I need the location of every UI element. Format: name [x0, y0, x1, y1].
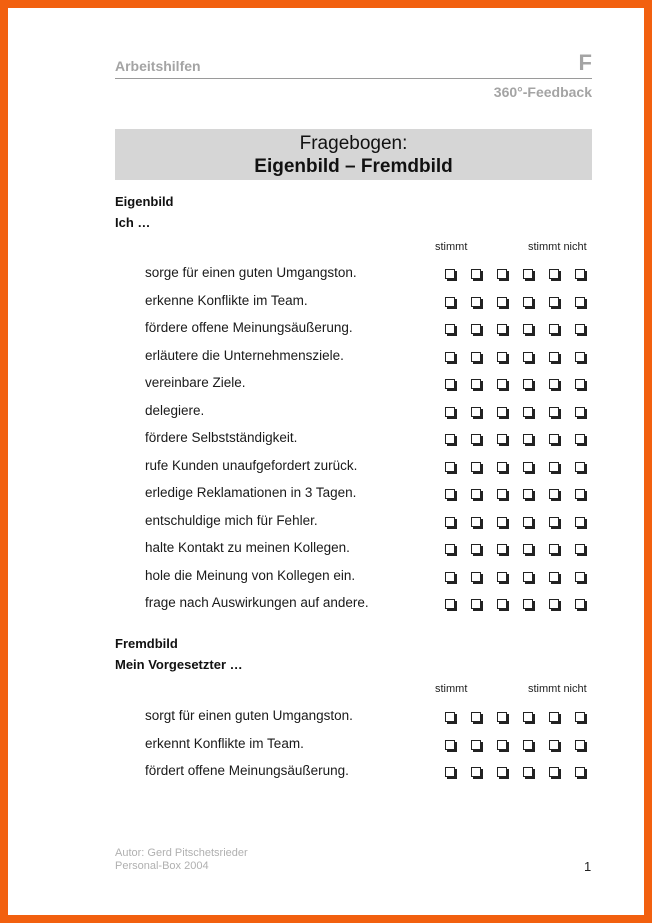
other-section-lead: Mein Vorgesetzter … — [115, 657, 243, 672]
self-section-lead: Ich … — [115, 215, 151, 230]
rating-checkbox-2[interactable] — [471, 517, 481, 527]
question-row — [145, 403, 592, 423]
rating-checkbox-3[interactable] — [497, 544, 507, 554]
rating-checkbox-6[interactable] — [575, 407, 585, 417]
question-row — [145, 736, 592, 756]
title-line-2: Eigenbild – Fremdbild — [254, 156, 453, 177]
rating-checkbox-1[interactable] — [445, 297, 455, 307]
rating-checkbox-3[interactable] — [497, 462, 507, 472]
rating-checkbox-6[interactable] — [575, 740, 585, 750]
rating-checkbox-6[interactable] — [575, 517, 585, 527]
question-text: entschuldige mich für Fehler. — [145, 512, 318, 528]
rating-checkbox-2[interactable] — [471, 434, 481, 444]
rating-checkbox-5[interactable] — [549, 517, 559, 527]
rating-checkbox-2[interactable] — [471, 324, 481, 334]
header-subtitle: 360°-Feedback — [493, 84, 592, 100]
rating-checkbox-4[interactable] — [523, 407, 533, 417]
rating-checkbox-1[interactable] — [445, 462, 455, 472]
rating-checkbox-6[interactable] — [575, 599, 585, 609]
title-box — [115, 129, 592, 180]
rating-checkbox-6[interactable] — [575, 379, 585, 389]
rating-checkbox-1[interactable] — [445, 712, 455, 722]
rating-checkbox-5[interactable] — [549, 324, 559, 334]
question-row — [145, 540, 592, 560]
rating-checkbox-2[interactable] — [471, 740, 481, 750]
rating-checkbox-1[interactable] — [445, 407, 455, 417]
rating-checkbox-3[interactable] — [497, 297, 507, 307]
question-text: erledige Reklamationen in 3 Tagen. — [145, 485, 357, 500]
rating-checkbox-5[interactable] — [549, 379, 559, 389]
rating-checkbox-6[interactable] — [575, 434, 585, 444]
other-scale-left-label: stimmt — [435, 683, 468, 695]
rating-checkbox-3[interactable] — [497, 269, 507, 279]
question-row — [145, 708, 592, 728]
self-section-heading: Eigenbild — [115, 194, 174, 209]
rating-checkbox-1[interactable] — [445, 269, 455, 279]
rating-checkbox-6[interactable] — [575, 352, 585, 362]
footer-credits — [115, 847, 248, 873]
rating-checkbox-5[interactable] — [549, 297, 559, 307]
rating-checkbox-3[interactable] — [497, 712, 507, 722]
question-row — [145, 763, 592, 783]
rating-checkbox-3[interactable] — [497, 767, 507, 777]
self-scale-right-label: stimmt nicht — [528, 241, 587, 253]
rating-checkbox-4[interactable] — [523, 269, 533, 279]
self-scale-left-label: stimmt — [435, 241, 468, 253]
question-row — [145, 485, 592, 505]
header-divider — [115, 78, 592, 79]
rating-checkbox-5[interactable] — [549, 544, 559, 554]
question-text: fördert offene Meinungsäußerung. — [145, 763, 349, 778]
rating-checkbox-3[interactable] — [497, 407, 507, 417]
rating-checkbox-4[interactable] — [523, 740, 533, 750]
rating-checkbox-6[interactable] — [575, 489, 585, 499]
rating-checkbox-2[interactable] — [471, 544, 481, 554]
question-text: delegiere. — [145, 402, 205, 418]
rating-checkbox-4[interactable] — [523, 544, 533, 554]
rating-checkbox-2[interactable] — [471, 269, 481, 279]
header-section-title: Arbeitshilfen — [115, 58, 201, 74]
rating-checkbox-4[interactable] — [523, 379, 533, 389]
rating-checkbox-4[interactable] — [523, 712, 533, 722]
rating-checkbox-6[interactable] — [575, 767, 585, 777]
rating-checkbox-3[interactable] — [497, 517, 507, 527]
rating-checkbox-4[interactable] — [523, 767, 533, 777]
rating-checkbox-3[interactable] — [497, 324, 507, 334]
question-text: erläutere die Unternehmensziele. — [145, 347, 344, 363]
footer-author: Autor: Gerd Pitschetsrieder — [115, 847, 248, 859]
rating-checkbox-3[interactable] — [497, 434, 507, 444]
rating-checkbox-5[interactable] — [549, 572, 559, 582]
rating-checkbox-1[interactable] — [445, 599, 455, 609]
rating-checkbox-2[interactable] — [471, 712, 481, 722]
rating-checkbox-6[interactable] — [575, 712, 585, 722]
rating-checkbox-1[interactable] — [445, 517, 455, 527]
header-chapter-letter: F — [578, 50, 592, 75]
rating-checkbox-5[interactable] — [549, 767, 559, 777]
page-number: 1 — [584, 859, 592, 874]
title-line-1: Fragebogen: — [299, 133, 408, 154]
question-row — [145, 430, 592, 450]
rating-checkbox-1[interactable] — [445, 572, 455, 582]
rating-checkbox-4[interactable] — [523, 489, 533, 499]
rating-checkbox-1[interactable] — [445, 544, 455, 554]
rating-checkbox-5[interactable] — [549, 407, 559, 417]
rating-checkbox-3[interactable] — [497, 740, 507, 750]
question-text: hole die Meinung von Kollegen ein. — [145, 567, 356, 583]
rating-checkbox-6[interactable] — [575, 572, 585, 582]
rating-checkbox-6[interactable] — [575, 269, 585, 279]
rating-checkbox-4[interactable] — [523, 434, 533, 444]
rating-checkbox-6[interactable] — [575, 462, 585, 472]
question-row — [145, 265, 592, 285]
rating-checkbox-5[interactable] — [549, 489, 559, 499]
rating-checkbox-3[interactable] — [497, 379, 507, 389]
rating-checkbox-5[interactable] — [549, 462, 559, 472]
question-row — [145, 513, 592, 533]
question-text: fördere offene Meinungsäußerung. — [145, 320, 353, 335]
document-page — [8, 8, 644, 915]
rating-checkbox-2[interactable] — [471, 352, 481, 362]
question-text: halte Kontakt zu meinen Kollegen. — [145, 540, 350, 555]
rating-checkbox-4[interactable] — [523, 462, 533, 472]
rating-checkbox-4[interactable] — [523, 599, 533, 609]
rating-checkbox-6[interactable] — [575, 297, 585, 307]
rating-checkbox-1[interactable] — [445, 767, 455, 777]
rating-checkbox-2[interactable] — [471, 462, 481, 472]
question-text: sorgt für einen guten Umgangston. — [145, 708, 353, 723]
question-row — [145, 568, 592, 588]
rating-checkbox-5[interactable] — [549, 599, 559, 609]
question-row — [145, 348, 592, 368]
rating-checkbox-1[interactable] — [445, 740, 455, 750]
rating-checkbox-5[interactable] — [549, 434, 559, 444]
rating-checkbox-1[interactable] — [445, 379, 455, 389]
rating-checkbox-2[interactable] — [471, 767, 481, 777]
rating-checkbox-5[interactable] — [549, 712, 559, 722]
question-row — [145, 595, 592, 615]
rating-checkbox-1[interactable] — [445, 352, 455, 362]
rating-checkbox-1[interactable] — [445, 434, 455, 444]
rating-checkbox-2[interactable] — [471, 407, 481, 417]
rating-checkbox-2[interactable] — [471, 599, 481, 609]
rating-checkbox-4[interactable] — [523, 352, 533, 362]
other-section-heading: Fremdbild — [115, 636, 178, 651]
question-row — [145, 320, 592, 340]
question-text: sorge für einen guten Umgangston. — [145, 265, 357, 280]
rating-checkbox-2[interactable] — [471, 379, 481, 389]
rating-checkbox-4[interactable] — [523, 297, 533, 307]
footer-source: Personal-Box 2004 — [115, 860, 209, 872]
question-row — [145, 293, 592, 313]
question-text: rufe Kunden unaufgefordert zurück. — [145, 457, 358, 473]
rating-checkbox-5[interactable] — [549, 269, 559, 279]
question-text: frage nach Auswirkungen auf andere. — [145, 595, 369, 610]
question-text: erkenne Konflikte im Team. — [145, 292, 308, 308]
rating-checkbox-2[interactable] — [471, 297, 481, 307]
rating-checkbox-1[interactable] — [445, 324, 455, 334]
rating-checkbox-6[interactable] — [575, 544, 585, 554]
rating-checkbox-2[interactable] — [471, 572, 481, 582]
rating-checkbox-5[interactable] — [549, 352, 559, 362]
question-text: erkennt Konflikte im Team. — [145, 735, 304, 751]
question-text: fördere Selbstständigkeit. — [145, 430, 298, 445]
rating-checkbox-2[interactable] — [471, 489, 481, 499]
rating-checkbox-3[interactable] — [497, 572, 507, 582]
rating-checkbox-4[interactable] — [523, 572, 533, 582]
rating-checkbox-6[interactable] — [575, 324, 585, 334]
rating-checkbox-3[interactable] — [497, 352, 507, 362]
other-scale-right-label: stimmt nicht — [528, 683, 587, 695]
rating-checkbox-4[interactable] — [523, 517, 533, 527]
rating-checkbox-5[interactable] — [549, 740, 559, 750]
question-text: vereinbare Ziele. — [145, 375, 246, 390]
rating-checkbox-3[interactable] — [497, 599, 507, 609]
question-row — [145, 375, 592, 395]
rating-checkbox-4[interactable] — [523, 324, 533, 334]
rating-checkbox-1[interactable] — [445, 489, 455, 499]
question-row — [145, 458, 592, 478]
rating-checkbox-3[interactable] — [497, 489, 507, 499]
